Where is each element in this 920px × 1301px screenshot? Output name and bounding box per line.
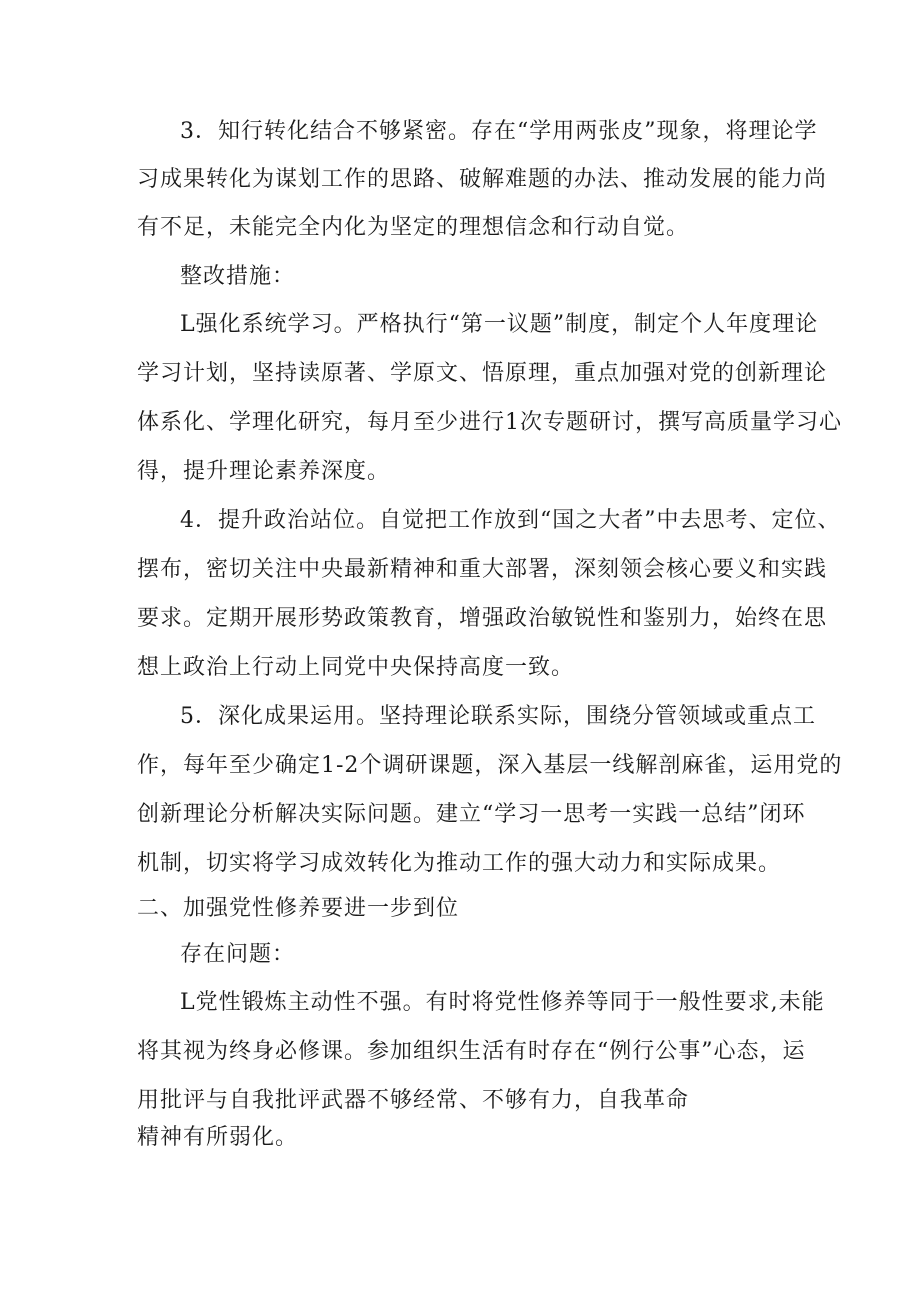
measure-4-line-4: 想上政治上行动上同党中央保持高度一致。 (137, 655, 575, 680)
problem-1-line-3: 用批评与自我批评武器不够经常、不够有力，自我革命 (137, 1088, 690, 1113)
para-3-line-2: 习成果转化为谋划工作的思路、破解难题的办法、推动发展的能力尚 (137, 167, 828, 192)
measure-4-line-2: 摆布，密切关注中央最新精神和重大部署，深刻领会核心要义和实践 (137, 557, 828, 582)
problem-1-line-4: 精神有所弱化。 (137, 1125, 299, 1150)
problem-1-line-1: L党性锻炼主动性不强。有时将党性修养等同于一般性要求,未能 (180, 990, 825, 1015)
para-3-line-3: 有不足，未能完全内化为坚定的理想信念和行动自觉。 (137, 215, 690, 240)
measure-4-line-3: 要求。定期开展形势政策教育，增强政治敏锐性和鉴别力，始终在思 (137, 606, 828, 631)
heading-rectification-measures: 整改措施： (180, 264, 296, 289)
measure-5-line-4: 机制，切实将学习成效转化为推动工作的强大动力和实际成果。 (137, 851, 782, 876)
section-2-heading: 二、加强党性修养要进一步到位 (137, 896, 460, 921)
measure-1-line-4: 得，提升理论素养深度。 (137, 459, 391, 484)
measure-1-line-1: L强化系统学习。严格执行“第一议题”制度，制定个人年度理论 (180, 312, 819, 337)
problem-1-line-2: 将其视为终身必修课。参加组织生活有时存在“例行公事”心态，运 (137, 1039, 806, 1064)
heading-existing-problems: 存在问题： (180, 942, 296, 967)
measure-1-line-3: 体系化、学理化研究，每月至少进行1次专题研讨，撰写高质量学习心 (137, 410, 842, 435)
measure-5-line-3: 创新理论分析解决实际问题。建立“学习一思考一实践一总结”闭环 (137, 802, 806, 827)
measure-5-line-1: 5．深化成果运用。坚持理论联系实际，围绕分管领域或重点工 (180, 704, 816, 729)
measure-5-line-2: 作，每年至少确定1-2个调研课题，深入基层一线解剖麻雀，运用党的 (137, 753, 843, 778)
measure-4-line-1: 4．提升政治站位。自觉把工作放到“国之大者”中去思考、定位、 (180, 508, 841, 533)
para-3-line-1: 3．知行转化结合不够紧密。存在“学用两张皮”现象，将理论学 (180, 119, 818, 144)
measure-1-line-2: 学习计划，坚持读原著、学原文、悟原理，重点加强对党的创新理论 (137, 361, 828, 386)
